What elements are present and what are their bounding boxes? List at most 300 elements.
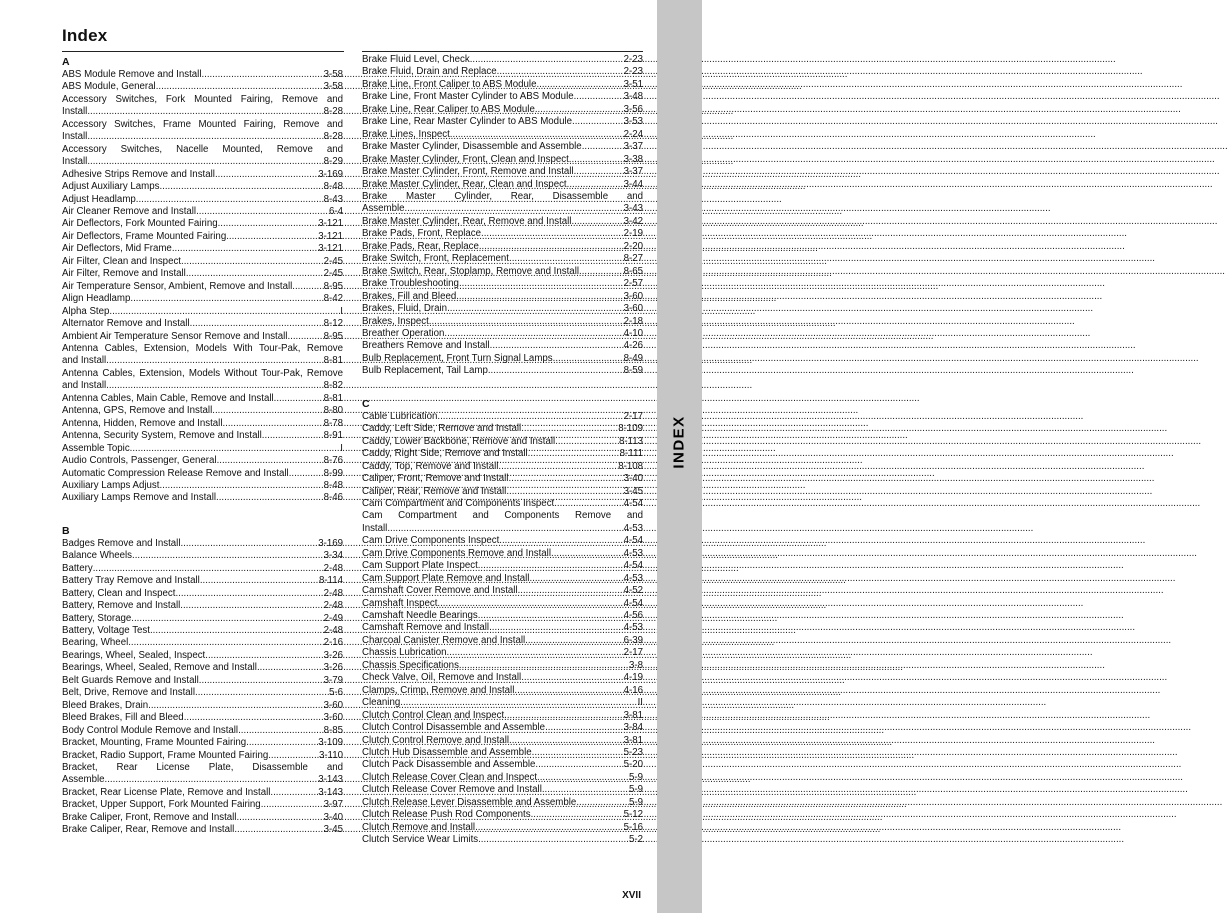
index-entry-page: 4-53 (623, 522, 643, 534)
index-entry (62, 824, 343, 836)
index-entry-text: Bracket, Rear License Plate, Disassemble and (62, 762, 343, 774)
index-entry-page: 2-23 (623, 66, 643, 78)
index-entry-text: Chassis Specifications (362, 659, 459, 671)
index-entry (362, 635, 643, 647)
index-entry (362, 353, 643, 365)
dot-leader (159, 181, 323, 193)
dot-leader (190, 318, 324, 330)
index-entry-text: Bracket, Radio Support, Frame Mounted Fairing (62, 749, 269, 761)
index-entry (62, 650, 343, 662)
index-entry-text: Auxiliary Lamps Adjust (62, 479, 160, 491)
index-entry (62, 787, 343, 799)
dot-leader (509, 735, 624, 747)
index-column-left (62, 54, 343, 837)
index-entry-page: 3-58 (323, 81, 343, 93)
dot-leader (270, 787, 318, 799)
section-letter: B (62, 524, 70, 537)
index-entry-text: Clutch Release Cover Remove and Install (362, 784, 542, 796)
index-entry-line (362, 523, 643, 535)
index-entry-text: Adjust Auxiliary Lamps (62, 181, 160, 193)
index-entry-line (62, 774, 343, 786)
index-entry (362, 129, 643, 141)
index-entry (362, 266, 643, 278)
index-entry-text: Brake Line, Rear Caliper to ABS Module (362, 103, 535, 115)
index-entry-text: Brake Pads, Rear, Replace (362, 240, 479, 252)
dot-leader (217, 455, 324, 467)
index-entry-page: 4-16 (623, 684, 643, 696)
index-entry-page: 2-48 (323, 587, 343, 599)
dot-leader (528, 448, 620, 460)
index-entry-page: 3-44 (623, 178, 643, 190)
index-entry-text: Air Filter, Remove and Install (62, 268, 186, 280)
index-entry-text: Caliper, Front, Remove and Install (362, 473, 509, 485)
index-entry (62, 94, 343, 119)
index-entry-text: Air Temperature Sensor, Ambient, Remove and Install (62, 280, 293, 292)
index-entry-page: 2-48 (323, 562, 343, 574)
index-entry-page: 2-19 (623, 228, 643, 240)
index-entry-text: Brake Master Cylinder, Rear, Disassemble and (362, 190, 643, 202)
index-entry (62, 281, 343, 293)
dot-leader (574, 91, 624, 103)
index-entry (362, 54, 643, 66)
dot-leader (444, 328, 623, 340)
index-entry-text: Antenna Cables, Main Cable, Remove and Install (62, 392, 274, 404)
index-entry-text: Air Deflectors, Frame Mounted Fairing (62, 230, 227, 242)
dot-leader (508, 473, 623, 485)
dot-leader (292, 281, 323, 293)
index-entry (62, 243, 343, 255)
index-entry-text: Cam Compartment and Components Inspect (362, 497, 555, 509)
index-entry (62, 600, 343, 612)
index-entry-text: Brake Line, Rear Master Cylinder to ABS Module (362, 116, 572, 128)
index-entry-page: 8-48 (323, 479, 343, 491)
dot-leader (459, 278, 624, 290)
index-entry (62, 268, 343, 280)
dot-leader (186, 268, 324, 280)
page-title: Index (62, 26, 108, 45)
index-entry-text: Clutch Control Clean and Inspect (362, 709, 505, 721)
index-entry-page: 5-20 (623, 759, 643, 771)
index-entry-page: 3-60 (623, 303, 643, 315)
index-entry-page: 8-46 (323, 492, 343, 504)
index-entry (362, 91, 643, 103)
dot-leader (481, 228, 624, 240)
index-entry-page: 8-108 (618, 460, 643, 472)
index-entry (62, 443, 343, 455)
index-entry-page: 8-28 (323, 131, 343, 143)
index-entry-text: Cam Support Plate Inspect (362, 560, 478, 572)
index-entry (62, 256, 343, 268)
index-entry (62, 799, 343, 811)
index-entry (362, 448, 643, 460)
index-entry-page: 3-58 (323, 69, 343, 80)
index-entry (62, 613, 343, 625)
dot-leader (535, 759, 623, 771)
index-entry-line (62, 156, 343, 168)
section-letter: A (62, 56, 70, 68)
index-entry-text: Battery Tray Remove and Install (62, 575, 200, 587)
index-entry (62, 218, 343, 230)
index-entry-page: 5-23 (623, 747, 643, 759)
dot-leader (148, 700, 323, 712)
index-entry-text: Antenna, GPS, Remove and Install (62, 405, 213, 417)
index-entry-page: 6-39 (623, 634, 643, 646)
index-entry (362, 660, 643, 672)
index-entry-text-cont: Install (62, 106, 88, 118)
index-entry-page: 5-2 (628, 834, 643, 846)
index-entry (62, 637, 343, 649)
index-entry (62, 418, 343, 430)
index-entry (362, 291, 643, 303)
index-entry-text-cont: Install (362, 522, 388, 534)
index-entry-text-cont: Assemble (62, 774, 105, 786)
index-entry (62, 306, 343, 318)
index-entry-page: 3-60 (323, 712, 343, 724)
index-entry-text: Clutch Control Remove and Install (362, 734, 509, 746)
index-entry-page: 3-60 (623, 290, 643, 302)
index-entry-line (62, 106, 343, 118)
index-entry (362, 141, 643, 153)
index-entry-page: 3-40 (323, 811, 343, 823)
index-entry-page: 3-51 (623, 78, 643, 90)
dot-leader (105, 774, 319, 786)
index-entry-page: 3-26 (323, 649, 343, 661)
page-number: XVII (622, 890, 641, 901)
dot-leader (216, 492, 324, 504)
index-entry (362, 316, 643, 328)
index-entry-text: Audio Controls, Passenger, General (62, 455, 217, 467)
index-entry (362, 423, 643, 435)
dot-leader (532, 747, 624, 759)
index-entry (62, 662, 343, 674)
index-entry (362, 216, 643, 228)
index-entry-text: Antenna Cables, Extension, Models Without Tour-Pak, Remove (62, 367, 343, 379)
index-entry-text: Brakes, Fluid, Drain (362, 303, 448, 315)
dot-leader (400, 697, 637, 709)
index-entry (62, 687, 343, 699)
index-entry (362, 585, 643, 597)
dot-leader (387, 523, 623, 535)
index-entry (62, 575, 343, 587)
dot-leader (261, 799, 324, 811)
index-section (62, 525, 343, 837)
index-entry (62, 318, 343, 330)
index-entry-page: 3-84 (623, 722, 643, 734)
dot-leader (499, 535, 623, 547)
index-entry (62, 331, 343, 343)
dot-leader (180, 538, 318, 550)
index-entry-page: 2-57 (623, 278, 643, 290)
dot-leader (130, 443, 341, 455)
index-entry-page: 6-4 (328, 205, 343, 217)
index-entry-page: 8-29 (323, 156, 343, 168)
index-entry (362, 328, 643, 340)
index-entry-text: Air Cleaner Remove and Install (62, 205, 197, 217)
dot-leader (574, 166, 624, 178)
index-entry-page: 8-114 (318, 575, 343, 587)
dot-leader (478, 834, 629, 846)
index-entry-page: II (637, 697, 643, 709)
index-entry-page: 8-109 (618, 423, 643, 435)
dot-leader (542, 784, 629, 796)
index-entry-text: Clutch Pack Disassemble and Assemble (362, 759, 536, 771)
dot-leader (106, 355, 323, 367)
index-entry-page: 8-85 (323, 724, 343, 736)
dot-leader (551, 548, 624, 560)
index-entry-text: Clutch Release Cover Clean and Inspect (362, 771, 538, 783)
index-entry (62, 181, 343, 193)
index-entry-line (62, 380, 343, 392)
index-entry-page: 5-9 (628, 796, 643, 808)
dot-leader (479, 241, 624, 253)
index-entry-text: Brake Master Cylinder, Front, Clean and Inspect (362, 153, 569, 165)
index-entry-page: 3-79 (323, 674, 343, 686)
index-entry-text: Accessory Switches, Nacelle Mounted, Remove and (62, 143, 343, 155)
index-entry (62, 538, 343, 550)
index-entry (362, 79, 643, 91)
index-entry-text: Balance Wheels (62, 550, 133, 562)
index-entry-page: 5-9 (628, 784, 643, 796)
dot-leader (525, 635, 623, 647)
index-entry-text: Chassis Lubrication (362, 647, 447, 659)
title-rule-left (62, 51, 344, 52)
index-entry-page: 3-45 (623, 485, 643, 497)
dot-leader (87, 106, 323, 118)
dot-leader (555, 436, 619, 448)
dot-leader (218, 218, 319, 230)
dot-leader (536, 79, 623, 91)
index-entry-page: 4-53 (623, 547, 643, 559)
index-entry (362, 610, 643, 622)
index-entry (362, 784, 643, 796)
index-entry (62, 169, 343, 181)
dot-leader (447, 647, 624, 659)
index-entry-page: 8-65 (623, 265, 643, 277)
index-entry (362, 747, 643, 759)
index-entry-page: 2-48 (323, 625, 343, 637)
dot-leader (490, 340, 624, 352)
index-entry (362, 253, 643, 265)
index-entry (362, 809, 643, 821)
index-entry-text: Belt Guards Remove and Install (62, 674, 199, 686)
dot-leader (537, 772, 629, 784)
index-entry-page: 3-42 (623, 215, 643, 227)
index-entry (62, 750, 343, 762)
dot-leader (128, 637, 323, 649)
title-rule-right (362, 51, 643, 52)
index-entry (362, 473, 643, 485)
index-entry-page: 3-8 (628, 659, 643, 671)
index-entry-page: 8-95 (323, 330, 343, 342)
index-entry (362, 104, 643, 116)
index-entry-text: Cable Lubrication (362, 410, 438, 422)
index-entry-page: 5-9 (628, 771, 643, 783)
dot-leader (87, 131, 323, 143)
index-entry (62, 550, 343, 562)
index-entry-page: 3-81 (623, 734, 643, 746)
index-entry-text: Brake Caliper, Rear, Remove and Install (62, 824, 235, 836)
index-entry-text: Cam Drive Components Inspect (362, 535, 500, 547)
index-entry-text: Clamps, Crimp, Remove and Install (362, 684, 515, 696)
index-entry-page: 4-56 (623, 610, 643, 622)
index-entry-page: 4-54 (623, 597, 643, 609)
index-entry-page: 3-26 (323, 662, 343, 674)
index-entry-text-cont: Install (62, 156, 88, 168)
index-entry (62, 480, 343, 492)
index-entry-text: Bracket, Mounting, Frame Mounted Fairing (62, 737, 247, 749)
index-entry (362, 436, 643, 448)
dot-leader (576, 797, 629, 809)
index-entry-page: 8-80 (323, 405, 343, 417)
index-entry (62, 712, 343, 724)
index-entry (62, 812, 343, 824)
index-entry-page: 3-169 (318, 537, 343, 549)
index-entry-page: 3-48 (623, 91, 643, 103)
index-section (362, 398, 643, 847)
index-entry-text: Air Deflectors, Mid Frame (62, 243, 172, 255)
dot-leader (582, 141, 624, 153)
dot-leader (287, 331, 323, 343)
dot-leader (131, 613, 323, 625)
index-entry (62, 231, 343, 243)
index-entry (62, 468, 343, 480)
index-entry (362, 722, 643, 734)
index-entry-text: Caddy, Right Side, Remove and Install (362, 448, 528, 460)
index-entry-page: 2-45 (323, 255, 343, 267)
dot-leader (572, 116, 624, 128)
dot-leader (289, 468, 324, 480)
index-entry (62, 725, 343, 737)
index-entry-page: 3-56 (623, 103, 643, 115)
index-entry (362, 573, 643, 585)
index-entry-page: 2-17 (623, 410, 643, 422)
index-entry-text: Cleaning (362, 697, 401, 709)
index-entry (62, 625, 343, 637)
index-entry (362, 116, 643, 128)
dot-leader (514, 685, 623, 697)
index-entry-text: Clutch Release Push Rod Components (362, 809, 531, 821)
index-entry-text: Air Filter, Clean and Inspect (62, 255, 181, 267)
dot-leader (535, 104, 624, 116)
index-entry (362, 710, 643, 722)
index-entry-text: Assemble Topic (62, 442, 130, 454)
index-entry-page: 8-95 (323, 280, 343, 292)
dot-leader (554, 498, 623, 510)
index-entry-page: 3-143 (318, 786, 343, 798)
index-entry-text: Alpha Step (62, 305, 110, 317)
index-entry-text: Battery, Storage (62, 612, 132, 624)
index-entry-text: Brake Line, Front Caliper to ABS Module (362, 78, 537, 90)
index-entry (362, 685, 643, 697)
dot-leader (553, 353, 624, 365)
index-entry-page: 5-6 (328, 687, 343, 699)
index-entry-page: 3-121 (318, 243, 343, 255)
index-entry-text: Brake Caliper, Front, Remove and Install (62, 811, 237, 823)
index-entry-page: 3-34 (323, 550, 343, 562)
index-entry-text: Battery, Remove and Install (62, 600, 181, 612)
index-entry-text: Battery, Voltage Test (62, 625, 150, 637)
dot-leader (184, 712, 324, 724)
dot-leader (450, 129, 624, 141)
index-entry-text: Camshaft Needle Bearings (362, 610, 478, 622)
index-entry-page: 8-82 (323, 380, 343, 392)
index-entry-text: Accessory Switches, Fork Mounted Fairing, Remove and (62, 93, 343, 105)
index-entry-text: Bulb Replacement, Front Turn Signal Lamps (362, 352, 553, 364)
index-entry-page: 5-12 (623, 809, 643, 821)
index-entry (62, 343, 343, 368)
dot-leader (262, 430, 324, 442)
index-entry-page: I (340, 305, 343, 317)
index-entry-text: Alternator Remove and Install (62, 318, 190, 330)
index-entry-page: 4-19 (623, 672, 643, 684)
index-entry (362, 822, 643, 834)
index-entry-text: ABS Module Remove and Install (62, 69, 202, 80)
index-entry-page: 5-16 (623, 821, 643, 833)
index-entry (362, 179, 643, 191)
index-entry-page: 2-45 (323, 268, 343, 280)
index-entry-page: 2-49 (323, 612, 343, 624)
index-entry-page: 3-38 (623, 153, 643, 165)
index-entry (62, 455, 343, 467)
dot-leader (531, 809, 624, 821)
index-entry (362, 548, 643, 560)
dot-leader (478, 610, 624, 622)
dot-leader (459, 660, 629, 672)
dot-leader (579, 266, 624, 278)
index-entry-page: 3-109 (318, 737, 343, 749)
index-entry (362, 797, 643, 809)
index-entry-text: Belt, Drive, Remove and Install (62, 687, 195, 699)
index-entry-text-cont: Install (62, 131, 88, 143)
index-entry-text: Brake Master Cylinder, Rear, Clean and Inspect (362, 178, 567, 190)
index-entry-text: Bleed Brakes, Drain (62, 699, 149, 711)
index-entry-page: 2-18 (623, 315, 643, 327)
index-entry-page: 4-54 (623, 560, 643, 572)
index-entry-line (362, 203, 643, 215)
dot-leader (246, 737, 318, 749)
index-side-tab-label: INDEX (670, 415, 688, 469)
index-entry-page: 8-28 (323, 106, 343, 118)
dot-leader (571, 216, 623, 228)
index-entry-page: 3-121 (318, 230, 343, 242)
index-entry (362, 535, 643, 547)
dot-leader (569, 154, 624, 166)
dot-leader (521, 672, 623, 684)
index-entry-text: Cam Drive Components Remove and Install (362, 547, 551, 559)
index-entry-text-cont: and Install (62, 380, 107, 392)
index-entry-text-cont: Assemble (362, 203, 405, 215)
index-entry-text: Bearings, Wheel, Sealed, Remove and Install (62, 662, 257, 674)
index-entry-page: 8-48 (323, 181, 343, 193)
index-entry (362, 154, 643, 166)
index-entry-text: Clutch Release Lever Disassemble and Assemble (362, 796, 577, 808)
dot-leader (257, 662, 324, 674)
index-entry-page: 4-10 (623, 327, 643, 339)
index-entry (62, 293, 343, 305)
index-entry-page: 3-81 (623, 709, 643, 721)
dot-leader (132, 550, 324, 562)
dot-leader (181, 256, 324, 268)
index-entry-text: Brake Fluid Level, Check (362, 54, 470, 65)
dot-leader (456, 291, 623, 303)
index-entry-text: Brake Fluid, Drain and Replace (362, 66, 497, 78)
dot-leader (212, 405, 323, 417)
index-entry (362, 340, 643, 352)
index-entry (362, 365, 643, 377)
dot-leader (545, 722, 624, 734)
index-entry (62, 737, 343, 749)
index-entry (362, 498, 643, 510)
